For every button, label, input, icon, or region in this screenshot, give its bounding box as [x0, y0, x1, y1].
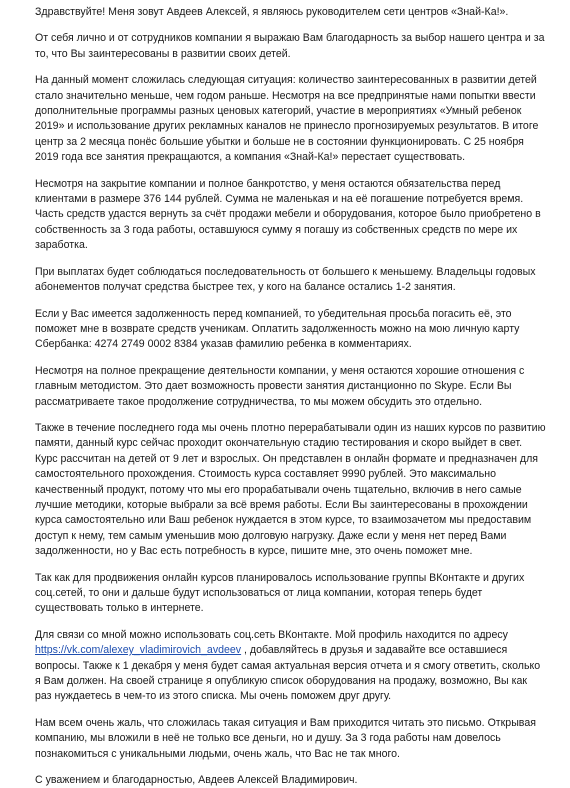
obligations-paragraph: Несмотря на закрытие компании и полное банкротство, у меня остаются обязательства перед клиентами в размере 376 144 рублей. Сумма не маленькая и на её погашение потребуется время. Часть средств удастся вернуть за счёт продажи мебели и оборудования, которое было приобретено в собственность за 3 года работы, оставшуюся сумму я погашу из собственных средств по мере их заработка. — [35, 177, 541, 252]
closing-paragraph: Нам всем очень жаль, что сложилась такая ситуация и Вам приходится читать это письмо. Открывая компанию, мы вложили в неё не только все деньги, но и душу. За 3 года работы нам довелось познакомиться с уникальными людьми, очень жаль, что Вас не так много. — [35, 716, 536, 760]
debt-request-paragraph: Если у Вас имеется задолженность перед компанией, то убедительная просьба погасить её, это поможет мне в возврате средств ученикам. Оплатить задолженность можно на мою личную карту Сбербанка: 4274 2749 0002 8384 указав фамилию ребенка в комментариях. — [35, 307, 520, 351]
memory-course-paragraph: Также в течение последнего года мы очень плотно перерабатывали один из наших курсов по развитию памяти, данный курс сейчас проходит окончательную стадию тестирования и скоро выйдет в свет. Курс рассчитан на детей от 9 лет и взрослых. Он представлен в онлайн формате и предназначен для самостоятельного прохождения. Стоимость курса составляет 9990 рублей. Это максимально качественный продукт, потому что мы его прорабатывали очень тщательно, включив в него самые лучшие методики, которые выбрали за всё время работы. Если Вы заинтересованы в прохождении курса самостоятельно или Ваш ребенок нуждается в этом курсе, то взаимозачетом мы предоставим доступ к нему, тем самым уменьшив мою долговую нагрузку. Даже если у меня нет перед Вами задолженности, но у Вас есть потребность в курсе, пишите мне, это очень поможет мне. — [35, 421, 546, 558]
situation-paragraph: На данный момент сложилась следующая ситуация: количество заинтересованных в развитии детей стало значительно меньше, чем годом раньше. Несмотря на все предпринятые нами попытки ввести дополнительные программы разных ценовых категорий, участие в мероприятиях «Умный ребенок 2019» и использование других рекламных каналов не принесло прогнозируемых результатов. В итоге центр за 2 месяца понёс большие убытки и больше не в состоянии функционировать. С 25 ноября 2019 года все занятия прекращаются, а компания «Знай-Ка!» перестает существовать. — [35, 74, 539, 164]
social-groups-paragraph: Так как для продвижения онлайн курсов планировалось использование группы ВКонтакте и других соц.сетей, то они и дальше будут использоваться от лица компании, которая теперь будет существовать только в интернете. — [35, 571, 525, 615]
greeting-paragraph: Здравствуйте! Меня зовут Авдеев Алексей, я являюсь руководителем сети центров «Знай-Ка!». — [35, 6, 509, 18]
vk-profile-link[interactable]: https://vk.com/alexey_vladimirovich_avdeev — [35, 644, 242, 657]
gratitude-paragraph: От себя лично и от сотрудников компании я выражаю Вам благодарность за выбор нашего центра и за то, что Вы заинтересованы в развитии своих детей. — [35, 32, 545, 60]
contact-text-end: , добавляйтесь в друзья и задавайте все оставшиеся вопросы. Также к 1 декабря у меня будет самая актуальная версия отчета и я смогу ответить, сколько я Вам должен. На своей странице я опубликую список оборудования на продажу, возможно, Вы как раз нуждаетесь в чем-то из этого списка. Мы очень поможем друг другу. — [35, 644, 541, 703]
payout-order-paragraph: При выплатах будет соблюдаться последовательность от большего к меньшему. Владельцы годовых абонементов получат средства быстрее тех, у кого на балансе остались 1-2 занятия. — [35, 265, 536, 294]
contact-text-start: Для связи со мной можно использовать соц.сеть ВКонтакте. Мой профиль находится по адресу — [35, 628, 508, 641]
contact-paragraph — [35, 628, 546, 705]
signature: С уважением и благодарностью, Авдеев Алексей Владимирович. — [35, 774, 358, 787]
skype-paragraph: Несмотря на полное прекращение деятельности компании, у меня остаются хорошие отношения с главным методистом. Это дает возможность провести занятия дистанционно по Skype. Если Вы рассматриваете такое продолжение сотрудничества, то мы можем обсудить это отдельно. — [35, 364, 525, 408]
